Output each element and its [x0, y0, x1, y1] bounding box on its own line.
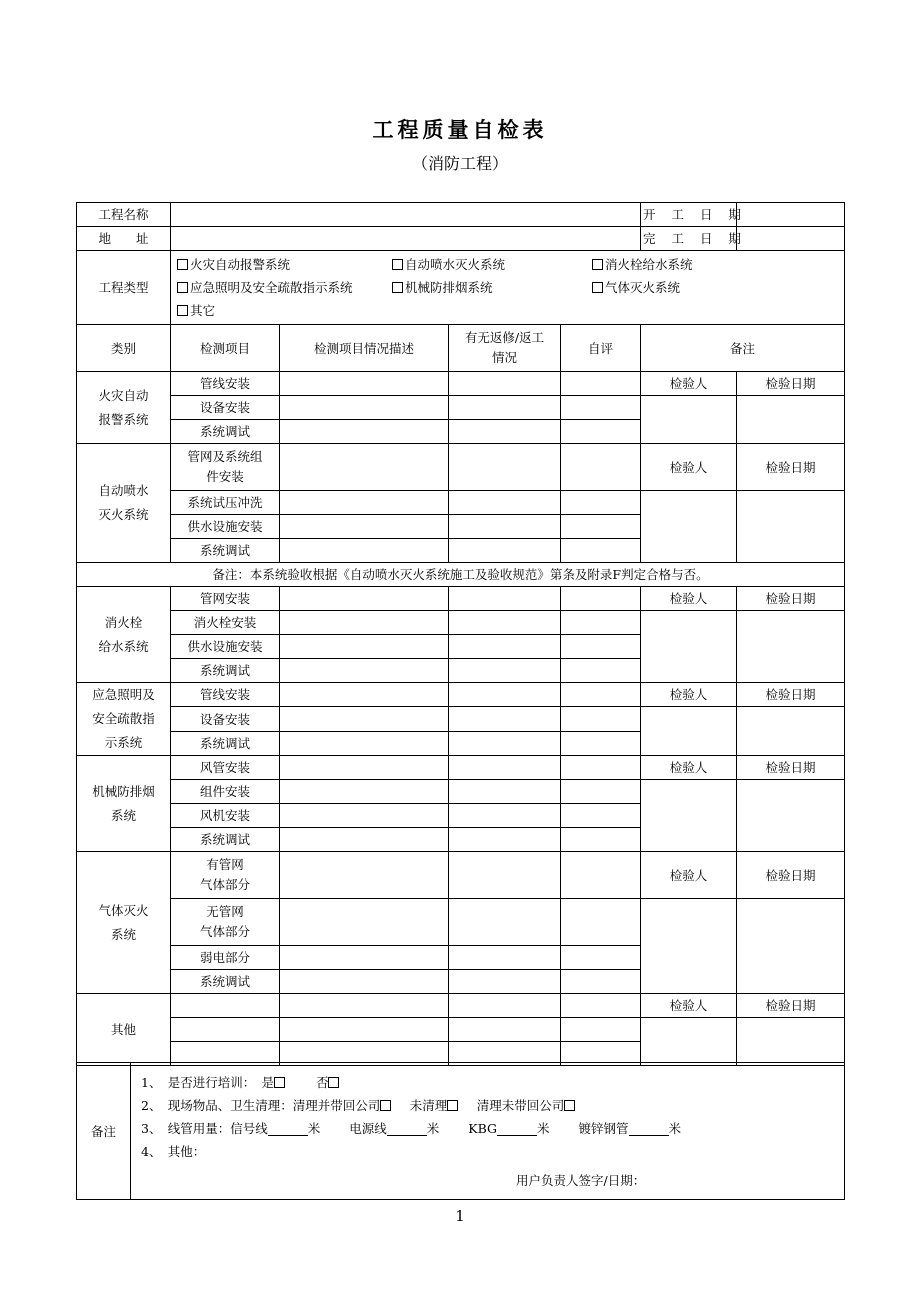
notes-table: [76, 1062, 845, 1200]
self-eval-cell[interactable]: [561, 659, 641, 683]
description-cell[interactable]: [280, 420, 449, 444]
self-eval-cell[interactable]: [561, 899, 641, 946]
rework-cell[interactable]: [449, 611, 561, 635]
item-label: 系统调试: [171, 539, 280, 563]
rework-cell[interactable]: [449, 635, 561, 659]
project-name-label: 工程名称: [77, 203, 171, 227]
type-option-sprinkler[interactable]: 自动喷水灭火系统: [392, 253, 592, 276]
rework-cell[interactable]: [449, 970, 561, 994]
rework-cell[interactable]: [449, 1018, 561, 1042]
rework-cell[interactable]: [449, 372, 561, 396]
description-cell[interactable]: [280, 994, 449, 1018]
self-eval-cell[interactable]: [561, 611, 641, 635]
self-eval-cell[interactable]: [561, 372, 641, 396]
item-label: 系统试压冲洗: [171, 491, 280, 515]
description-cell[interactable]: [280, 515, 449, 539]
cleanup-line: 2、 现场物品、卫生清理：清理并带回公司 未清理 清理未带回公司: [141, 1094, 834, 1117]
self-eval-cell[interactable]: [561, 515, 641, 539]
description-cell[interactable]: [280, 780, 449, 804]
self-eval-cell[interactable]: [561, 732, 641, 756]
rework-cell[interactable]: [449, 491, 561, 515]
inspect-date-field[interactable]: [737, 611, 845, 683]
description-cell[interactable]: [280, 396, 449, 420]
category-smoke: 机械防排烟 系统: [77, 756, 171, 852]
inspect-date-label: 检验日期: [737, 852, 845, 899]
col-category: 类别: [77, 325, 171, 372]
self-eval-cell[interactable]: [561, 970, 641, 994]
inspector-field[interactable]: [641, 780, 737, 852]
rework-cell[interactable]: [449, 828, 561, 852]
inspect-date-field[interactable]: [737, 707, 845, 756]
type-option-smoke[interactable]: 机械防排烟系统: [392, 276, 592, 299]
signal-wire-field[interactable]: [268, 1121, 308, 1136]
item-label: 设备安装: [171, 396, 280, 420]
checkbox[interactable]: [592, 282, 603, 293]
item-label: 系统调试: [171, 659, 280, 683]
category-sprinkler: 自动喷水 灭火系统: [77, 444, 171, 563]
self-eval-cell[interactable]: [561, 707, 641, 732]
self-eval-cell[interactable]: [561, 539, 641, 563]
item-cell[interactable]: [171, 1018, 280, 1042]
inspector-field[interactable]: [641, 611, 737, 683]
start-date-field[interactable]: [737, 203, 845, 227]
description-cell[interactable]: [280, 970, 449, 994]
checkbox[interactable]: [177, 259, 188, 270]
rework-cell[interactable]: [449, 515, 561, 539]
type-option-fire-alarm[interactable]: 火灾自动报警系统: [177, 253, 392, 276]
inspect-date-label: 检验日期: [737, 756, 845, 780]
rework-cell[interactable]: [449, 946, 561, 970]
item-label: 风管安装: [171, 756, 280, 780]
project-type-options: [171, 251, 845, 325]
inspector-label: 检验人: [641, 683, 737, 707]
item-label: 组件安装: [171, 780, 280, 804]
inspect-date-field[interactable]: [737, 396, 845, 444]
col-description: 检测项目情况描述: [280, 325, 449, 372]
type-option-hydrant[interactable]: 消火栓给水系统: [592, 253, 792, 276]
self-eval-cell[interactable]: [561, 635, 641, 659]
rework-cell[interactable]: [449, 780, 561, 804]
item-label: 管网及系统组 件安装: [171, 444, 280, 491]
description-cell[interactable]: [280, 587, 449, 611]
self-eval-cell[interactable]: [561, 587, 641, 611]
type-option-emergency[interactable]: 应急照明及安全疏散指示系统: [177, 276, 392, 299]
rework-cell[interactable]: [449, 732, 561, 756]
address-field[interactable]: [171, 227, 641, 251]
rework-cell[interactable]: [449, 707, 561, 732]
rework-cell[interactable]: [449, 994, 561, 1018]
self-eval-cell[interactable]: [561, 1018, 641, 1042]
item-label: 消火栓安装: [171, 611, 280, 635]
rework-cell[interactable]: [449, 852, 561, 899]
col-remark: 备注: [641, 325, 845, 372]
description-cell[interactable]: [280, 732, 449, 756]
description-cell[interactable]: [280, 756, 449, 780]
checkbox[interactable]: [392, 282, 403, 293]
category-other: 其他: [77, 994, 171, 1066]
rework-cell[interactable]: [449, 756, 561, 780]
inspect-date-label: 检验日期: [737, 587, 845, 611]
rework-cell[interactable]: [449, 804, 561, 828]
inspector-field[interactable]: [641, 707, 737, 756]
form-title: 工程质量自检表: [372, 117, 548, 142]
description-cell[interactable]: [280, 635, 449, 659]
inspector-label: 检验人: [641, 852, 737, 899]
item-label: 有管网 气体部分: [171, 852, 280, 899]
notes-label: 备注: [77, 1063, 131, 1200]
category-emergency: 应急照明及 安全疏散指 示系统: [77, 683, 171, 756]
item-label: 无管网 气体部分: [171, 899, 280, 946]
item-label: 管线安装: [171, 683, 280, 707]
description-cell[interactable]: [280, 539, 449, 563]
self-eval-cell[interactable]: [561, 756, 641, 780]
self-eval-cell[interactable]: [561, 444, 641, 491]
self-eval-cell[interactable]: [561, 396, 641, 420]
signature-line: 用户负责人签字/日期：: [516, 1172, 646, 1188]
address-label: 地 址: [77, 227, 171, 251]
checkbox-cleaned-returned[interactable]: [380, 1100, 391, 1111]
finish-date-label: 完 工 日 期: [641, 227, 737, 251]
item-label: 系统调试: [171, 970, 280, 994]
description-cell[interactable]: [280, 852, 449, 899]
kbg-field[interactable]: [497, 1121, 537, 1136]
inspector-label: 检验人: [641, 756, 737, 780]
inspect-date-label: 检验日期: [737, 683, 845, 707]
checkbox-not-cleaned[interactable]: [447, 1100, 458, 1111]
description-cell[interactable]: [280, 444, 449, 491]
inspect-date-field[interactable]: [737, 491, 845, 563]
col-self-eval: 自评: [561, 325, 641, 372]
description-cell[interactable]: [280, 946, 449, 970]
galvanized-pipe-field[interactable]: [629, 1121, 669, 1136]
item-label: 风机安装: [171, 804, 280, 828]
item-cell[interactable]: [171, 994, 280, 1018]
inspector-field[interactable]: [641, 899, 737, 994]
description-cell[interactable]: [280, 804, 449, 828]
rework-cell[interactable]: [449, 683, 561, 707]
inspect-date-label: 检验日期: [737, 372, 845, 396]
start-date-label: 开 工 日 期: [641, 203, 737, 227]
item-label: 供水设施安装: [171, 515, 280, 539]
rework-cell[interactable]: [449, 539, 561, 563]
description-cell[interactable]: [280, 372, 449, 396]
col-item: 检测项目: [171, 325, 280, 372]
type-option-other[interactable]: 其它: [177, 299, 392, 322]
description-cell[interactable]: [280, 659, 449, 683]
checkbox-cleaned-not-returned[interactable]: [564, 1100, 575, 1111]
rework-cell[interactable]: [449, 396, 561, 420]
rework-cell[interactable]: [449, 899, 561, 946]
item-label: 供水设施安装: [171, 635, 280, 659]
item-label: 系统调试: [171, 732, 280, 756]
inspect-date-field[interactable]: [737, 899, 845, 994]
self-eval-cell[interactable]: [561, 780, 641, 804]
inspector-field[interactable]: [641, 491, 737, 563]
self-eval-cell[interactable]: [561, 804, 641, 828]
self-eval-cell[interactable]: [561, 420, 641, 444]
self-eval-cell[interactable]: [561, 828, 641, 852]
training-line: 1、 是否进行培训： 是 否: [141, 1071, 834, 1094]
description-cell[interactable]: [280, 611, 449, 635]
col-rework: 有无返修/返工 情况: [449, 325, 561, 372]
description-cell[interactable]: [280, 491, 449, 515]
description-cell[interactable]: [280, 683, 449, 707]
item-label: 管线安装: [171, 372, 280, 396]
rework-cell[interactable]: [449, 659, 561, 683]
other-line: 4、 其他：: [141, 1143, 206, 1159]
conduit-usage-line: 3、 线管用量：信号线 米 电源线 米 KBG 米 镀锌钢管 米: [141, 1120, 682, 1136]
checkbox-no[interactable]: [328, 1077, 339, 1088]
checkbox[interactable]: [177, 282, 188, 293]
inspector-label: 检验人: [641, 444, 737, 491]
self-eval-cell[interactable]: [561, 994, 641, 1018]
description-cell[interactable]: [280, 707, 449, 732]
rework-cell[interactable]: [449, 587, 561, 611]
checkbox[interactable]: [177, 305, 188, 316]
category-fire-alarm: 火灾自动 报警系统: [77, 372, 171, 444]
project-name-field[interactable]: [171, 203, 641, 227]
checkbox[interactable]: [392, 259, 403, 270]
rework-cell[interactable]: [449, 420, 561, 444]
item-label: 管网安装: [171, 587, 280, 611]
inspect-date-field[interactable]: [737, 1018, 845, 1066]
inspector-field[interactable]: [641, 396, 737, 444]
item-label: 系统调试: [171, 828, 280, 852]
inspection-table: [76, 202, 845, 1066]
inspector-label: 检验人: [641, 994, 737, 1018]
form-subtitle: （消防工程）: [411, 154, 508, 173]
inspector-label: 检验人: [641, 587, 737, 611]
self-eval-cell[interactable]: [561, 491, 641, 515]
inspector-field[interactable]: [641, 1018, 737, 1066]
description-cell[interactable]: [280, 828, 449, 852]
checkbox-yes[interactable]: [274, 1077, 285, 1088]
item-label: 系统调试: [171, 420, 280, 444]
self-eval-cell[interactable]: [561, 683, 641, 707]
description-cell[interactable]: [280, 1018, 449, 1042]
item-label: 弱电部分: [171, 946, 280, 970]
inspect-date-label: 检验日期: [737, 994, 845, 1018]
notes-content: [131, 1063, 845, 1200]
project-type-label: 工程类型: [77, 251, 171, 325]
inspect-date-label: 检验日期: [737, 444, 845, 491]
self-eval-cell[interactable]: [561, 852, 641, 899]
rework-cell[interactable]: [449, 444, 561, 491]
category-gas: 气体灭火 系统: [77, 852, 171, 994]
finish-date-field[interactable]: [737, 227, 845, 251]
checkbox[interactable]: [592, 259, 603, 270]
sprinkler-note: 备注：本系统验收根据《自动喷水灭火系统施工及验收规范》第条及附录F判定合格与否。: [77, 563, 845, 587]
self-eval-cell[interactable]: [561, 946, 641, 970]
page-number: 1: [455, 1207, 465, 1225]
inspect-date-field[interactable]: [737, 780, 845, 852]
power-wire-field[interactable]: [387, 1121, 427, 1136]
type-option-gas[interactable]: 气体灭火系统: [592, 276, 792, 299]
inspector-label: 检验人: [641, 372, 737, 396]
description-cell[interactable]: [280, 899, 449, 946]
category-hydrant: 消火栓 给水系统: [77, 587, 171, 683]
item-label: 设备安装: [171, 707, 280, 732]
